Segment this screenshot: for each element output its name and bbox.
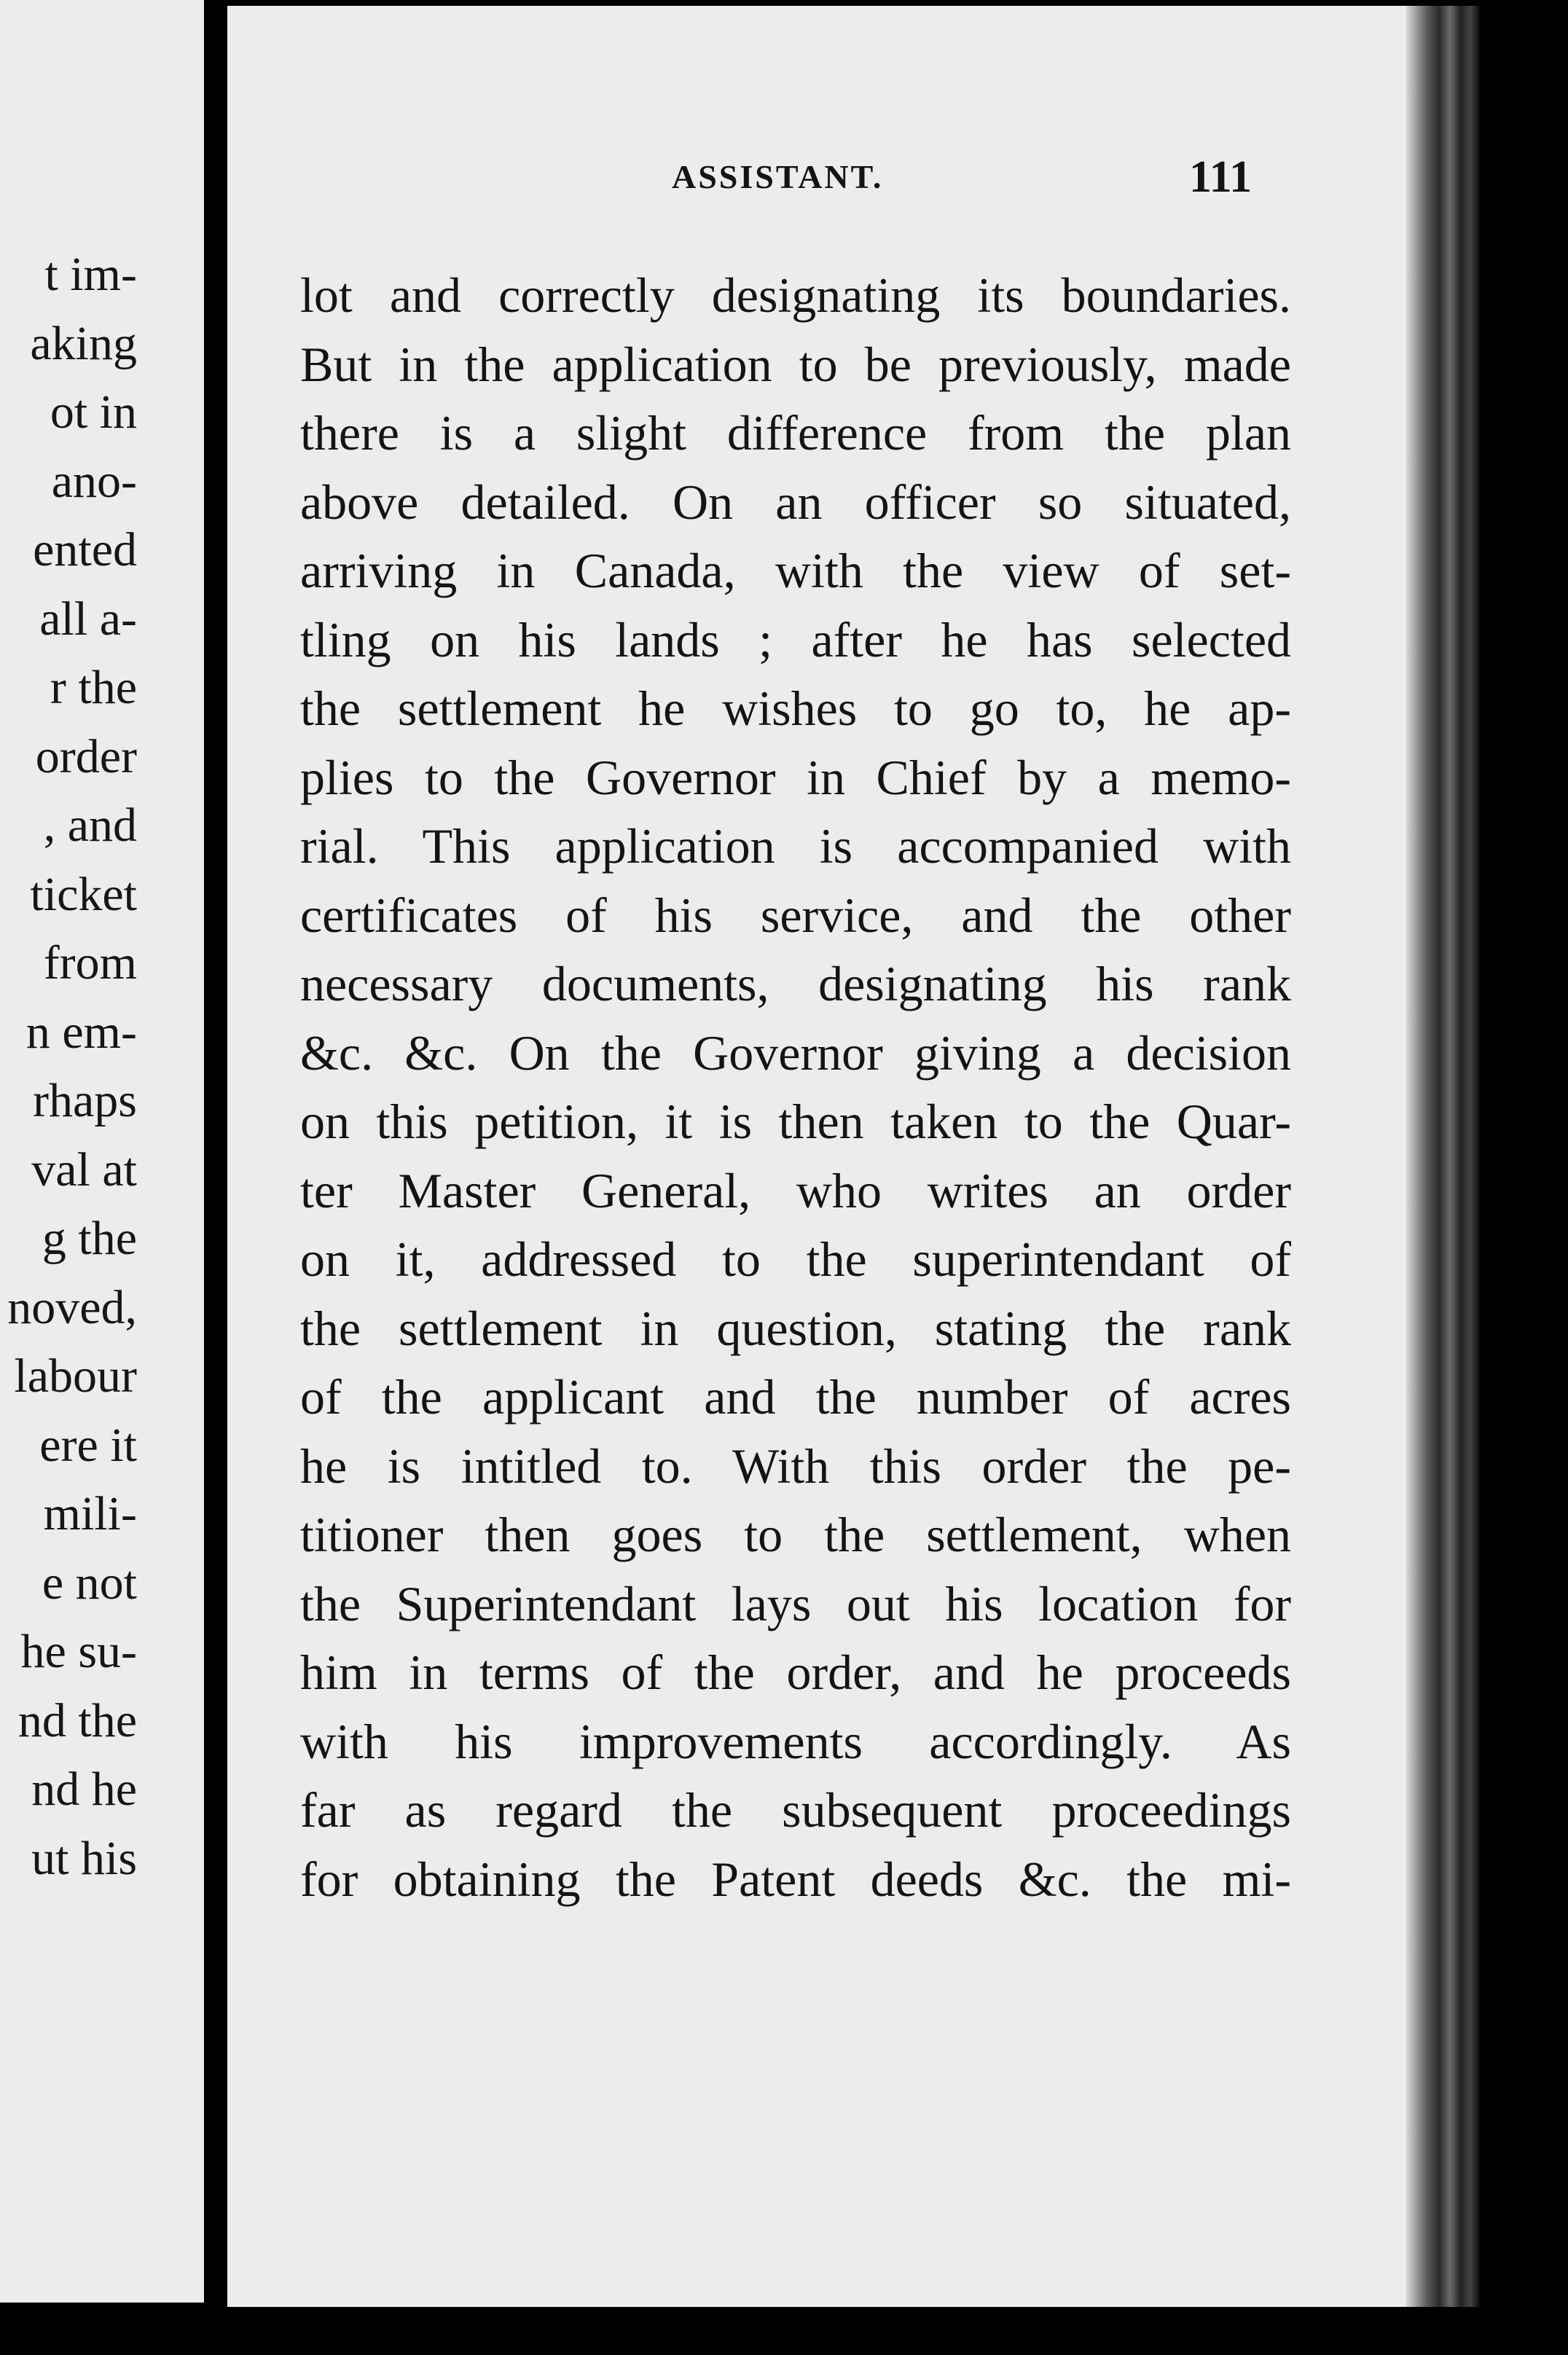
left-page-line: rhaps <box>33 1074 137 1127</box>
left-page-line: noved, <box>7 1280 137 1334</box>
text-line: the settlement he wishes to go to, he ap- <box>300 681 1291 736</box>
left-page-line: from <box>43 936 137 990</box>
left-page-text <box>0 240 204 1893</box>
left-page-line: aking <box>30 316 137 370</box>
left-page-line: all a- <box>39 592 137 646</box>
left-page-line: ticket <box>30 867 137 921</box>
text-line: certificates of his service, and the other <box>300 887 1291 943</box>
text-line: with his improvements accordingly. As <box>300 1713 1291 1769</box>
left-page-line: n em- <box>26 1005 137 1059</box>
left-page-line: ere it <box>39 1418 137 1472</box>
text-line: the settlement in question, stating the rank <box>300 1300 1291 1356</box>
left-page-line: he su- <box>20 1625 137 1678</box>
text-line: of the applicant and the number of acres <box>300 1369 1291 1425</box>
text-line: ter Master General, who writes an order <box>300 1162 1291 1218</box>
left-page-line: ano- <box>51 454 137 508</box>
text-line: titioner then goes to the settlement, when <box>300 1507 1291 1562</box>
left-page-line: order <box>35 729 137 783</box>
text-line: him in terms of the order, and he proceeds <box>300 1645 1291 1700</box>
text-line: far as regard the subsequent proceedings <box>300 1782 1291 1838</box>
left-page-line: ut his <box>31 1831 137 1885</box>
left-facing-page <box>0 0 204 2303</box>
left-page-line: nd the <box>17 1693 137 1747</box>
text-line: necessary documents, designating his rank <box>300 956 1291 1011</box>
running-head <box>227 152 1291 203</box>
text-line: lot and correctly designating its boundaries. <box>300 267 1291 323</box>
text-line: plies to the Governor in Chief by a memo- <box>300 749 1291 805</box>
left-page-line: nd he <box>31 1763 137 1816</box>
text-line: rial. This application is accompanied with <box>300 818 1291 874</box>
left-page-line: , and <box>43 799 137 852</box>
text-line: there is a slight difference from the plan <box>300 405 1291 461</box>
book-gutter <box>204 0 227 2355</box>
left-page-line: ot in <box>50 385 137 439</box>
page-edge <box>1406 6 1479 2307</box>
text-line: for obtaining the Patent deeds &c. the mi- <box>300 1851 1291 1907</box>
text-line: But in the application to be previously, made <box>300 336 1291 392</box>
body-text <box>300 261 1291 1913</box>
left-page-line: mili- <box>43 1487 137 1540</box>
text-line: the Superintendant lays out his location for <box>300 1575 1291 1631</box>
text-line: arriving in Canada, with the view of set- <box>300 543 1291 598</box>
text-line: on this petition, it is then taken to the Quar- <box>300 1094 1291 1149</box>
text-line: &c. &c. On the Governor giving a decision <box>300 1024 1291 1081</box>
left-page-line: t im- <box>44 248 137 301</box>
running-head-title: ASSISTANT. <box>672 158 884 195</box>
left-page-line: labour <box>14 1349 137 1403</box>
text-line: he is intitled to. With this order the pe- <box>300 1438 1291 1494</box>
main-page <box>227 6 1479 2307</box>
text-line: tling on his lands ; after he has selected <box>300 611 1291 667</box>
text-line: above detailed. On an officer so situated, <box>300 474 1291 530</box>
left-page-line: e not <box>42 1556 137 1610</box>
left-page-line: val at <box>31 1143 137 1196</box>
text-line: on it, addressed to the superintendant of <box>300 1231 1291 1287</box>
page-number: 111 <box>1189 152 1253 202</box>
left-page-line: ented <box>33 523 137 576</box>
left-page-line: g the <box>42 1212 137 1265</box>
left-page-line: r the <box>50 661 137 714</box>
